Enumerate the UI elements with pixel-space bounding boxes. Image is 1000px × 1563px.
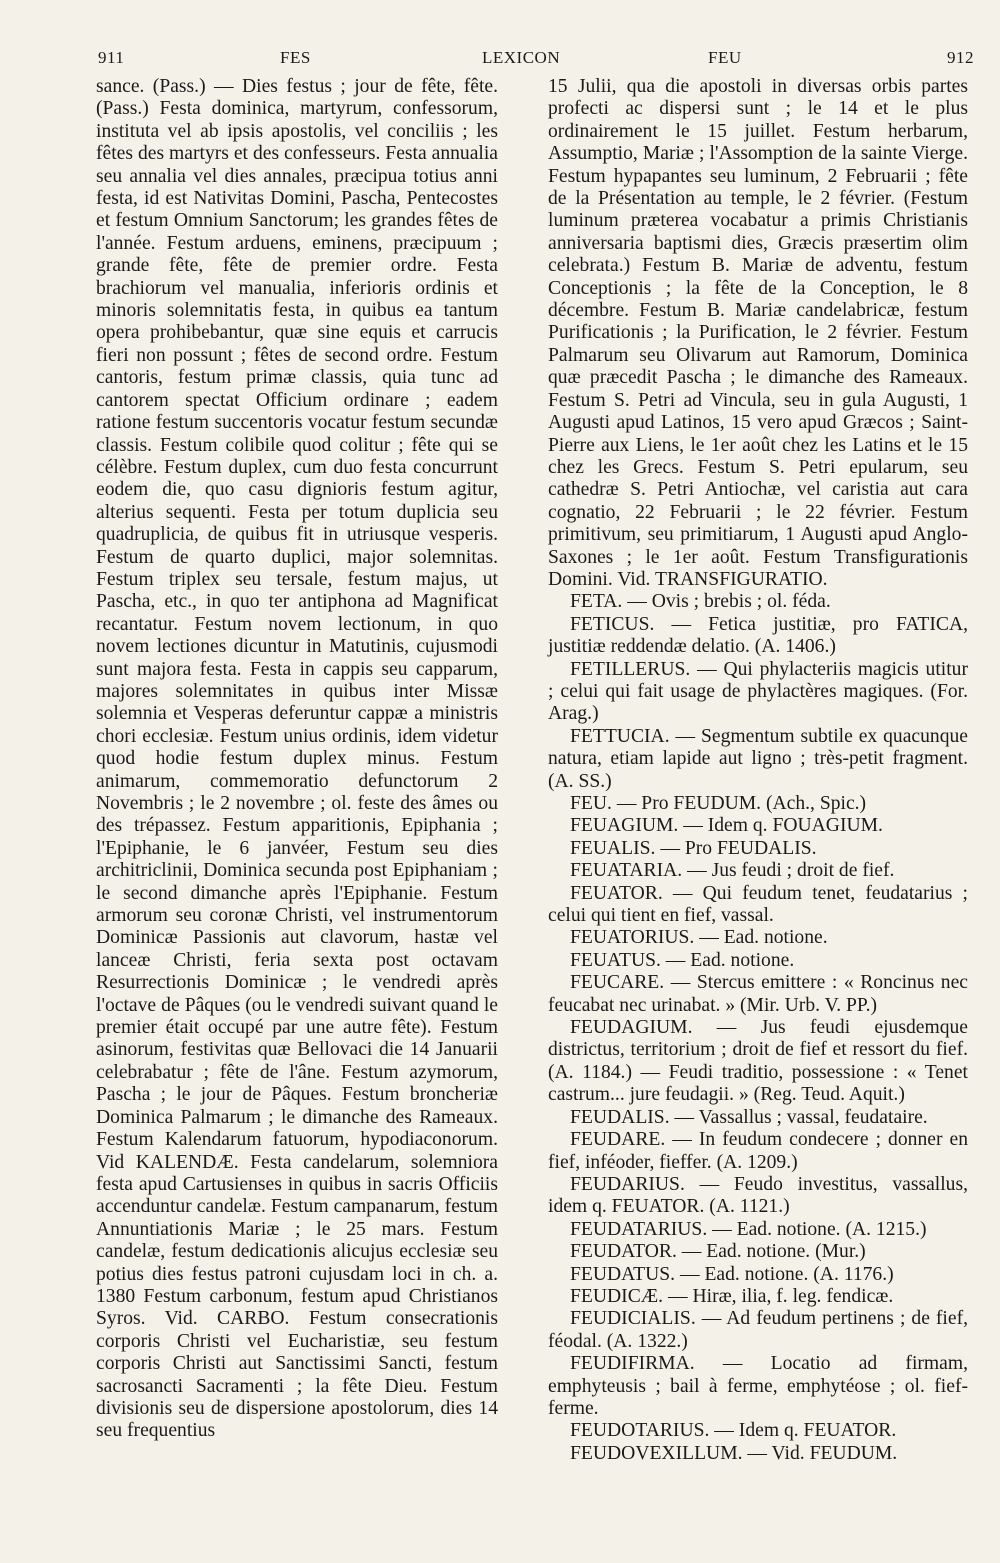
dictionary-entry: FEUDICIALIS. — Ad feudum pertinens ; de fief, féodal. (A. 1322.) — [548, 1308, 968, 1352]
dictionary-entry: FETTUCIA. — Segmentum subtile ex quacunque natura, etiam lapide aut ligno ; très-petit fragment. (A. SS.) — [548, 725, 968, 792]
dictionary-entry: FEUDARIUS. — Feudo investitus, vassallus, idem q. FEUATOR. (A. 1121.) — [548, 1173, 968, 1218]
dictionary-entry: FEUDATARIUS. — Ead. notione. (A. 1215.) — [570, 1218, 927, 1240]
right-column — [548, 76, 968, 1465]
dictionary-entry: FEUDAGIUM. — Jus feudi ejusdemque districtus, territorium ; droit de fief et ressort du fief. (A. 1184.) — Feudi traditio, possessione : « Tenet castrum... jure feudagii. » (Reg. Teud. Aquit.) — [548, 1017, 968, 1106]
dictionary-entry: FEUALIS. — Pro FEUDALIS. — [570, 837, 817, 859]
dictionary-entry: FEU. — Pro FEUDUM. (Ach., Spic.) — [570, 793, 867, 814]
right-guide-word: FEU — [708, 48, 742, 67]
dictionary-entry: FETILLERUS. — Qui phylacteriis magicis utitur ; celui qui fait usage de phylactères magiques. (For. Arag.) — [548, 658, 968, 725]
left-column-text: sance. (Pass.) — Dies festus ; jour de fête, fête. (Pass.) Festa dominica, martyrum, confessorum, instituta vel ab ipsis apostolis, vel conciliis ; les fêtes des martyrs et des confesseurs. Festa annualia seu annalia vel dies annales, præcipua totius anni festa, id est Nativitas Domini, Pascha, Pentecostes et festum Omnium Sanctorum; les grandes fêtes de l'année. Festum arduens, eminens, præcipuum ; grande fête, fête de premier ordre. Festa brachiorum vel manualia, inferioris ordinis et minoris solemnitatis festa, in quibus ea tantum opera prohibebantur, quæ sine equis et carrucis fieri non possunt ; fêtes de second ordre. Festum cantoris, festum primæ classis, quia tunc ad cantorem spectat Officium ordinare ; eadem ratione festum succentoris vocatur festum secundæ classis. Festum colibile quod colitur ; fête qui se célèbre. Festum duplex, cum duo festa concurrunt eodem die, quo casu dignioris festum agitur, alterius sequenti. Festa per totum duplicia seu quadruplicia, de quibus fit in utriusque vesperis. Festum de quarto duplici, major solemnitas. Festum triplex seu tersale, festum majus, ut Pascha, etc., in quo ter antiphona ad Magnificat recantatur. Festum novem lectionum, in quo novem lectiones dicuntur in Matutinis, cujusmodi sunt majora festa. Festa in cappis seu capparum, majores solemnitates in quibus inter Missæ solemnia et Vesperas deferuntur cappæ a ministris chori ecclesiæ. Festum unius ordinis, idem videtur quod hodie festum duplex minus. Festum animarum, commemoratio defunctorum 2 Novembris ; le 2 novembre ; ol. feste des âmes ou des trépassez. Festum apparitionis, Epiphania ; l'Epiphanie, le 6 janvéer, Festum seu dies architriclinii, Dominica secunda post Epiphaniam ; le second dimanche après l'Epiphanie. Festum armorum seu coronæ Christi, vel instrumentorum Dominicæ Passionis aut clavorum, hastæ vel lanceæ Christi, feria sexta post octavam Resurrectionis Dominicæ ; le vendredi après l'octave de Pâques (ou le vendredi suivant quand le premier était occupé par une autre fête). Festum asinorum, festivitas quæ Bellovaci die 14 Januarii celebrabatur ; fête de l'âne. Festum azymorum, Pascha ; le jour de Pâques. Festum broncheriæ Dominica Palmarum ; le dimanche des Rameaux. Festum Kalendarum fatuorum, hypodiaconorum. Vid KALENDÆ. Festa candelarum, solemniora festa apud Cartusienses in quibus in sacris Officiis accenduntur candelæ. Festum campanarum, festum Annuntiationis Mariæ ; le 25 mars. Festum candelæ, festum dedicationis alicujus ecclesiæ seu potius dies festus patroni cujusdam loci in ch. a. 1380 Festum carbonum, festum apud Christianos Syros. Vid. CARBO. Festum consecrationis corporis Christi vel Eucharistiæ, seu festum corporis Christi aut Sanctissimi Sancti, festum sacrosancti Sacramenti ; la fête Dieu. Festum divisionis seu de dispersione apostolorum, dies 14 seu frequentius — [96, 76, 498, 1442]
left-guide-word: FES — [280, 48, 311, 67]
dictionary-entry: FEUATARIA. — Jus feudi ; droit de fief. — [570, 860, 895, 882]
left-column — [96, 76, 498, 1443]
dictionary-entry: FEUDALIS. — Vassallus ; vassal, feudataire. — [570, 1106, 928, 1128]
left-page-number: 911 — [98, 48, 125, 67]
dictionary-entry: FETA. — Ovis ; brebis ; ol. féda. — [570, 591, 831, 613]
dictionary-entry: FEUATORIUS. — Ead. notione. — [570, 927, 828, 949]
right-page-number: 912 — [947, 48, 974, 67]
dictionary-entry: FEUDICÆ. — Hiræ, ilia, f. leg. fendicæ. — [570, 1285, 894, 1307]
dictionary-entry: 15 Julii, qua die apostoli in diversas orbis partes profecti ac dispersi sunt ; le 14 et le plus ordinairement le 15 juillet. Festum herbarum, Assumptio, Mariæ ; l'Assomption de la sainte Vierge. Festum hypapantes seu luminum, 2 Februarii ; fête de la Présentation au temple, le 2 février. (Festum luminum præterea vocabatur a primis Christianis anniversaria baptismi dies, Græcis præsertim olim celebrata.) Festum B. Mariæ de adventu, festum Conceptionis ; la fête de la Conception, le 8 décembre. Festum B. Mariæ candelabricæ, festum Purificationis ; la Purification, le 2 février. Festum Palmarum seu Olivarum aut Ramorum, Dominica quæ præcedit Pascha ; le dimanche des Rameaux. Festum S. Petri ad Vincula, seu in gula Augusti, 1 Augusti apud Latinos, 15 vero apud Græcos ; Saint-Pierre aux Liens, le 1er août chez les Latins et le 15 chez les Grecs. Festum S. Petri epularum, seu cathedræ S. Petri Antiochæ, vel caristia aut cara cognatio, 22 Februarii ; le 22 février. Festum primitivum, seu primitiarum, 1 Augusti apud Anglo-Saxones ; le 1er août. Festum Transfigurationis Domini. Vid. TRANSFIGURATIO. — [548, 76, 968, 590]
dictionary-entry: FEUDARE. — In feudum condecere ; donner en fief, inféoder, fieffer. (A. 1209.) — [548, 1129, 968, 1173]
dictionary-entry: FEUDOTARIUS. — Idem q. FEUATOR. — [570, 1420, 897, 1442]
dictionary-entry: FEUCARE. — Stercus emittere : « Roncinus nec feucabat nec urinabat. » (Mir. Urb. V. PP.) — [548, 972, 968, 1016]
dictionary-entry: FEUATUS. — Ead. notione. — [570, 949, 795, 971]
dictionary-entry: FEUAGIUM. — Idem q. FOUAGIUM. — [570, 815, 883, 837]
running-title: LEXICON — [482, 48, 561, 67]
dictionary-entry: FEUDATUS. — Ead. notione. (A. 1176.) — [570, 1263, 894, 1285]
dictionary-entry: FEUDATOR. — Ead. notione. (Mur.) — [570, 1241, 866, 1263]
page-header — [98, 44, 974, 74]
dictionary-entry: FEUATOR. — Qui feudum tenet, feudatarius ; celui qui tient en fief, vassal. — [548, 882, 968, 927]
dictionary-entry: FEUDOVEXILLUM. — Vid. FEUDUM. — [570, 1442, 898, 1464]
dictionary-entry: FEUDIFIRMA. — Locatio ad firmam, emphyteusis ; bail à ferme, emphytéose ; ol. fief-ferme. — [548, 1353, 968, 1419]
dictionary-entry: FETICUS. — Fetica justitiæ, pro FATICA, justitiæ reddendæ delatio. (A. 1406.) — [548, 613, 968, 658]
